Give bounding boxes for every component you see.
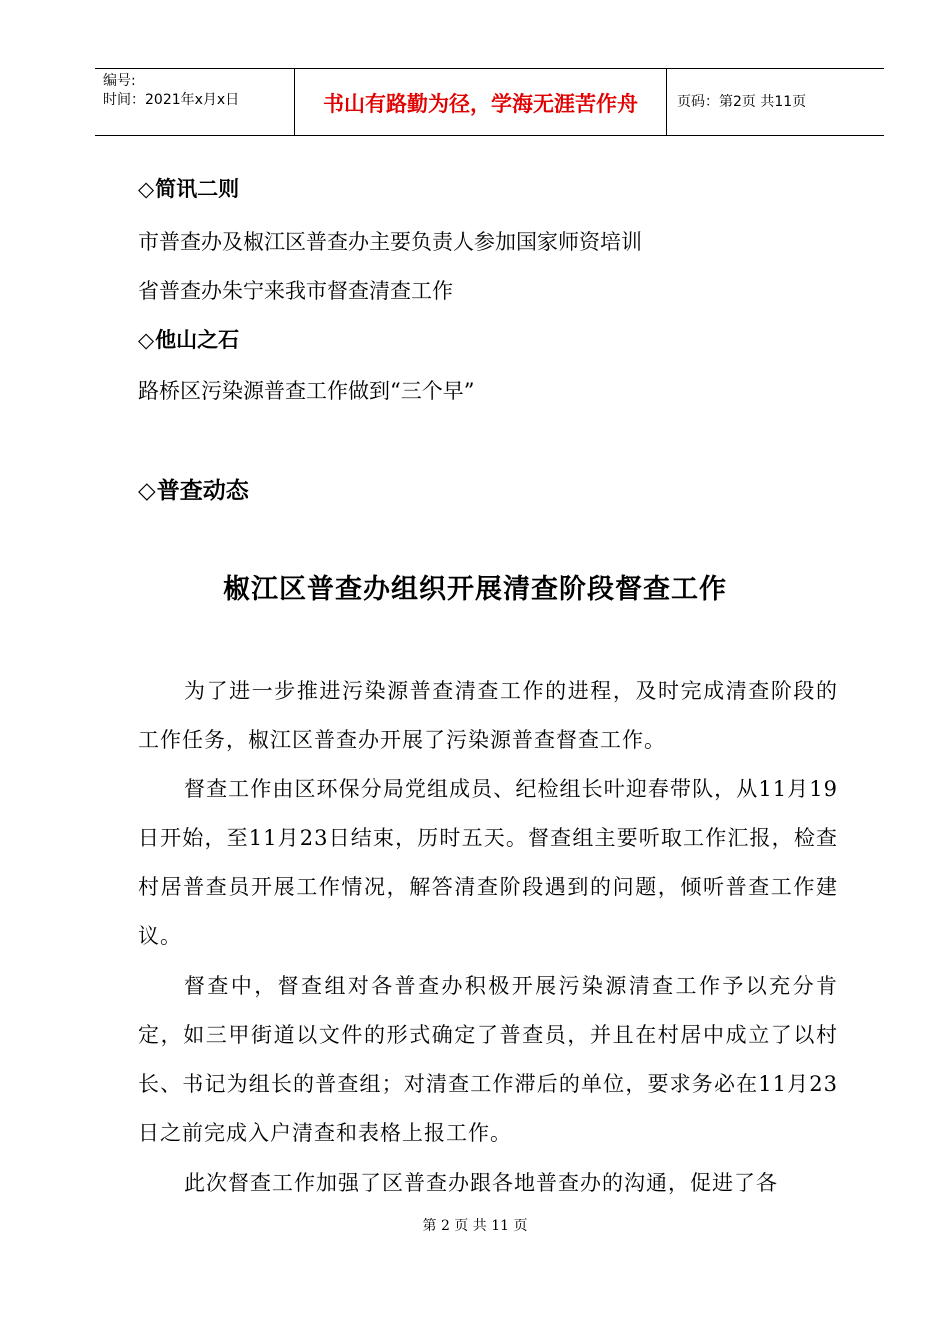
motto-text: 书山有路勤为径，学海无涯苦作舟 <box>323 92 638 116</box>
time-label: 时间：2021年x月x日 <box>103 92 240 108</box>
header-page-code: 页码：第2页 共11页 <box>677 94 807 110</box>
header-page-cell <box>667 69 884 135</box>
diamond-icon: ◇ <box>138 328 155 352</box>
section-heading-dynamics <box>138 476 249 506</box>
section-heading-text: 他山之石 <box>155 328 240 352</box>
news-item: 市普查办及椒江区普查办主要负责人参加国家师资培训 <box>138 230 642 254</box>
section-heading-news <box>138 174 239 204</box>
article-paragraph: 为了进一步推进污染源普查清查工作的进程，及时完成清查阶段的工作任务，椒江区普查办开展了污染源普查督查工作。 <box>138 679 838 752</box>
header-left-cell <box>95 69 294 135</box>
others-item: 路桥区污染源普查工作做到“三个早” <box>138 379 475 403</box>
news-item: 省普查办朱宁来我市督查清查工作 <box>138 279 453 303</box>
diamond-icon: ◇ <box>138 478 156 504</box>
header-motto-cell <box>294 69 667 135</box>
page-footer: 第 2 页 共 11 页 <box>422 1218 528 1234</box>
article-paragraph: 此次督查工作加强了区普查办跟各地普查办的沟通，促进了各 <box>184 1171 778 1195</box>
article-paragraph: 督查工作由区环保分局党组成员、纪检组长叶迎春带队，从11月19日开始，至11月23日结束，历时五天。督查组主要听取工作汇报，检查村居普查员开展工作情况，解答清查阶段遇到的问题，倾听普查工作建议。 <box>138 777 838 948</box>
section-heading-others <box>138 325 239 355</box>
article-paragraph: 督查中，督查组对各普查办积极开展污染源清查工作予以充分肯定，如三甲街道以文件的形式确定了普查员，并且在村居中成立了以村长、书记为组长的普查组；对清查工作滞后的单位，要求务必在11月23日之前完成入户清查和表格上报工作。 <box>138 974 838 1145</box>
section-heading-text: 简讯二则 <box>155 177 240 201</box>
header-table <box>95 68 884 136</box>
code-label: 编号: <box>103 73 136 89</box>
diamond-icon: ◇ <box>138 177 155 201</box>
section-heading-text: 普查动态 <box>156 478 249 504</box>
article-title: 椒江区普查办组织开展清查阶段督查工作 <box>223 574 727 605</box>
